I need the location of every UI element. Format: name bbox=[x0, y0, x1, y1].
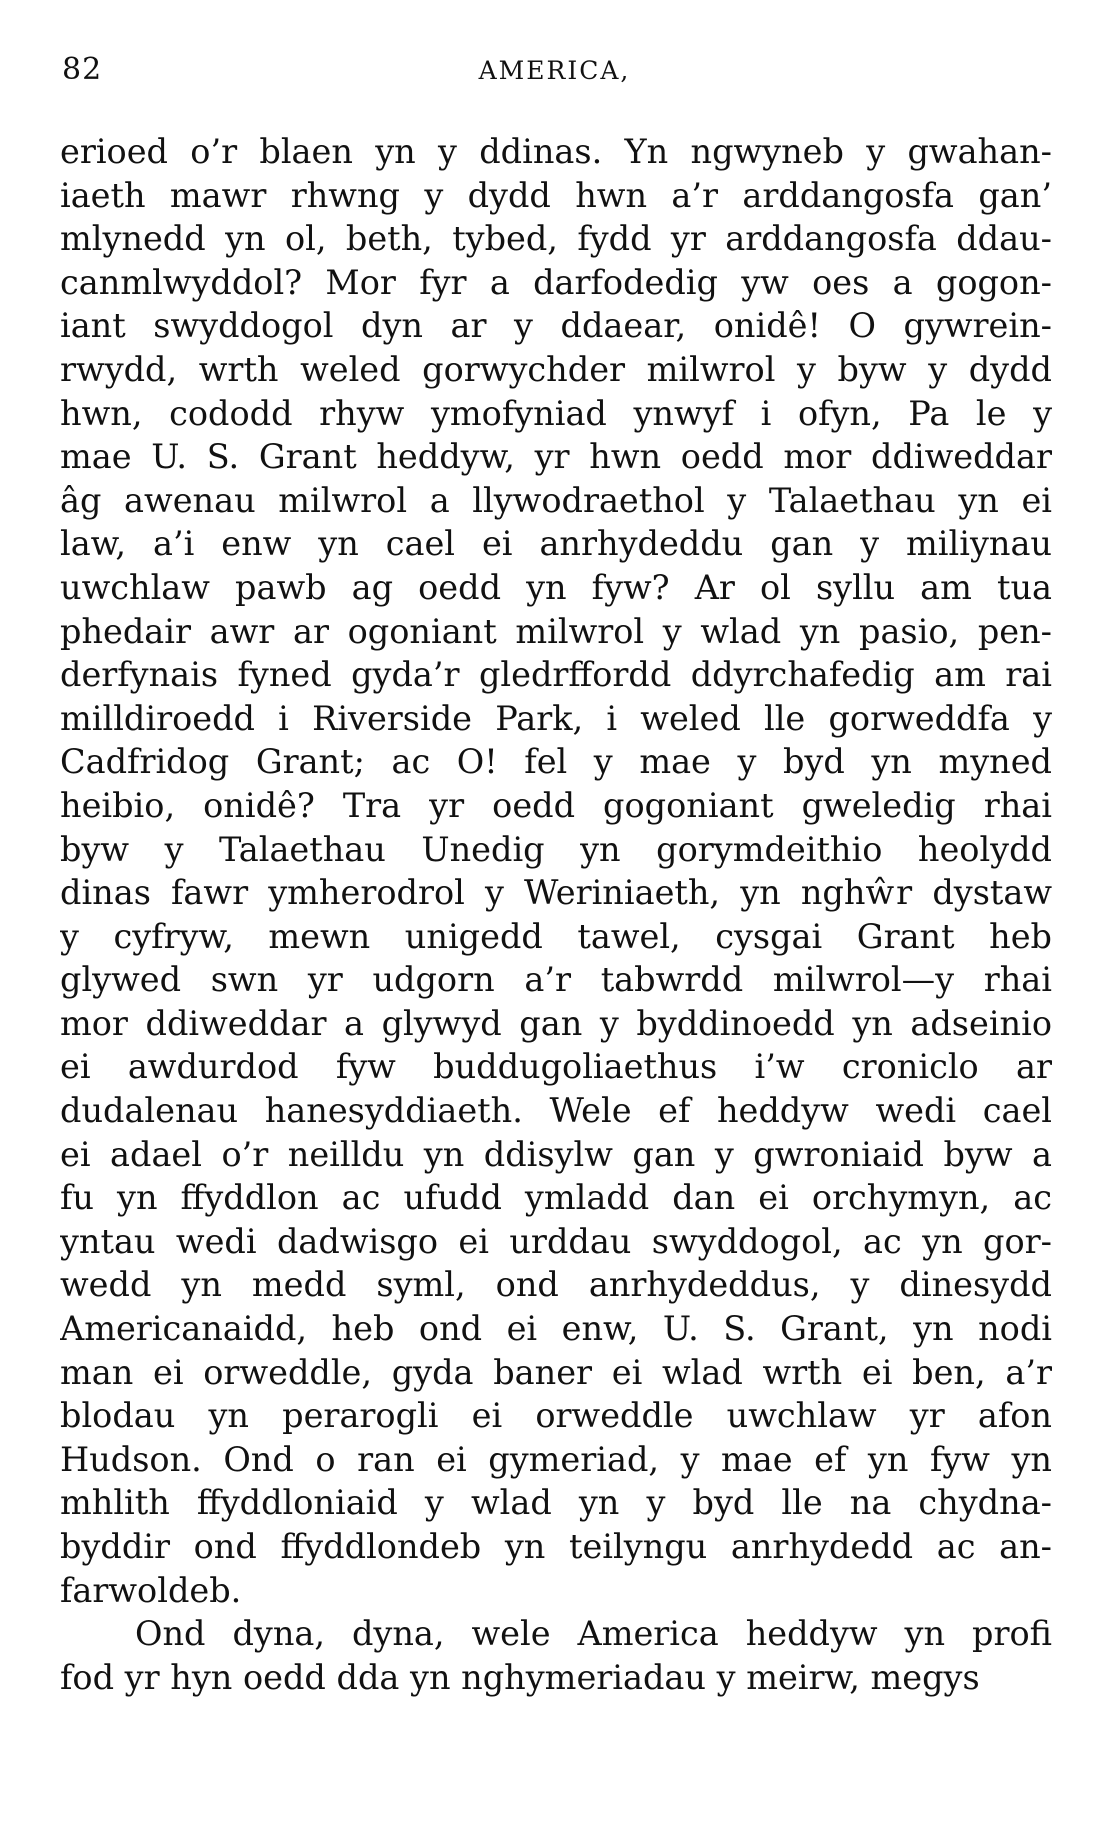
text-line: âg awenau milwrol a llywodraethol y Talaethau yn ei bbox=[60, 480, 1052, 520]
text-line: yntau wedi dadwisgo ei urddau swyddogol, ac yn gor- bbox=[60, 1221, 1052, 1261]
text-line: dudalenau hanesyddiaeth. Wele ef heddyw wedi cael bbox=[60, 1091, 1052, 1131]
text-line: dinas fawr ymherodrol y Weriniaeth, yn nghŵr dystaw bbox=[60, 873, 1052, 913]
text-line: man ei orweddle, gyda baner ei wlad wrth ei ben, a’r bbox=[60, 1352, 1052, 1392]
text-line: law, a’i enw yn cael ei anrhydeddu gan y miliynau bbox=[60, 524, 1052, 564]
text-line: blodau yn perarogli ei orweddle uwchlaw yr afon bbox=[60, 1396, 1052, 1436]
text-line: mhlith ffyddloniaid y wlad yn y byd lle na chydna- bbox=[60, 1483, 1052, 1523]
text-line: wedd yn medd syml, ond anrhydeddus, y dinesydd bbox=[60, 1265, 1052, 1305]
text-line: Ond dyna, dyna, wele America heddyw yn profi bbox=[135, 1614, 1052, 1654]
text-line: mlynedd yn ol, beth, tybed, fydd yr arddangosfa ddau- bbox=[60, 219, 1052, 259]
text-line: mor ddiweddar a glywyd gan y byddinoedd yn adseinio bbox=[60, 1003, 1052, 1043]
text-line: ei adael o’r neilldu yn ddisylw gan y gwroniaid byw a bbox=[60, 1134, 1052, 1174]
running-title: AMERICA, bbox=[478, 56, 631, 85]
text-line: fu yn ffyddlon ac ufudd ymladd dan ei orchymyn, ac bbox=[60, 1178, 1052, 1218]
text-line: Hudson. Ond o ran ei gymeriad, y mae ef yn fyw yn bbox=[60, 1439, 1052, 1479]
text-line: y cyfryw, mewn unigedd tawel, cysgai Grant heb bbox=[60, 916, 1052, 956]
text-line: rwydd, wrth weled gorwychder milwrol y byw y dydd bbox=[60, 349, 1052, 389]
text-line: milldiroedd i Riverside Park, i weled lle gorweddfa y bbox=[60, 698, 1052, 738]
text-line: canmlwyddol? Mor fyr a darfodedig yw oes a gogon- bbox=[60, 262, 1052, 302]
text-line: Americanaidd, heb ond ei enw, U. S. Grant, yn nodi bbox=[60, 1309, 1052, 1349]
text-line: derfynais fyned gyda’r gledrffordd ddyrchafedig am rai bbox=[60, 655, 1052, 695]
paragraph bbox=[60, 130, 1052, 1612]
text-line: iaeth mawr rhwng y dydd hwn a’r arddangosfa gan’ bbox=[60, 175, 1052, 215]
text-line: heibio, onidê? Tra yr oedd gogoniant gweledig rhai bbox=[60, 785, 1052, 825]
text-line: byw y Talaethau Unedig yn gorymdeithio heolydd bbox=[60, 829, 1052, 869]
text-line: phedair awr ar ogoniant milwrol y wlad yn pasio, pen- bbox=[60, 611, 1052, 651]
text-line: Cadfridog Grant; ac O! fel y mae y byd yn myned bbox=[60, 742, 1052, 782]
text-line: farwoldeb. bbox=[60, 1570, 242, 1610]
running-head bbox=[62, 52, 1047, 92]
text-line: uwchlaw pawb ag oedd yn fyw? Ar ol syllu am tua bbox=[60, 567, 1052, 607]
text-line: ei awdurdod fyw buddugoliaethus i’w croniclo ar bbox=[60, 1047, 1052, 1087]
text-line: erioed o’r blaen yn y ddinas. Yn ngwyneb y gwahan- bbox=[60, 132, 1052, 171]
text-line: byddir ond ffyddlondeb yn teilyngu anrhydedd ac an- bbox=[60, 1527, 1052, 1566]
page-number: 82 bbox=[62, 52, 103, 87]
text-line: fod yr hyn oedd dda yn nghymeriadau y meirw, megys bbox=[60, 1657, 980, 1697]
text-line: iant swyddogol dyn ar y ddaear, onidê! O gywrein- bbox=[60, 306, 1052, 346]
body-text bbox=[60, 130, 1052, 1699]
paragraph bbox=[60, 1612, 1052, 1699]
text-line: hwn, cododd rhyw ymofyniad ynwyf i ofyn, Pa le y bbox=[60, 393, 1052, 433]
text-line: mae U. S. Grant heddyw, yr hwn oedd mor ddiweddar bbox=[60, 437, 1052, 477]
text-line: glywed swn yr udgorn a’r tabwrdd milwrol—y rhai bbox=[60, 960, 1052, 1000]
